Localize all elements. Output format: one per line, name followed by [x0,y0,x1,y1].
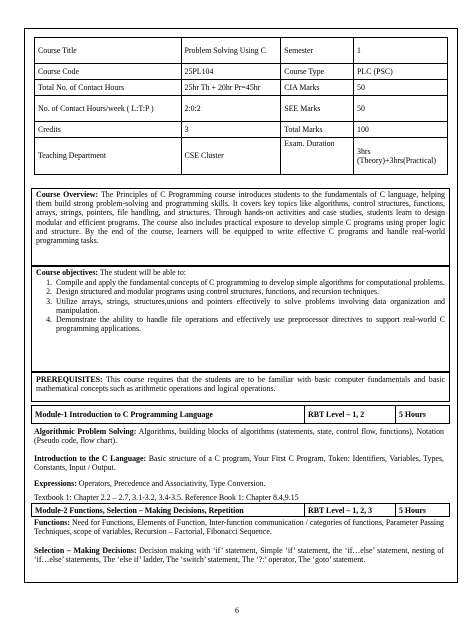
semester-value: 1 [354,38,448,64]
course-code-value: 25PL104 [181,64,281,80]
module-1-rbt: RBT Level – 1, 2 [305,406,396,424]
objectives-intro: The student will be able to: [98,268,186,277]
course-title-label: Course Title [35,38,182,64]
table-row [35,138,448,175]
table-row [35,96,448,122]
section-label: Selection – Making Decisions: [34,546,137,555]
list-item: 2. Design structured and modular programs using control structures, functions, and recursion techniques. [54,287,445,296]
course-code-label: Course Code [35,64,182,80]
objectives-label: Course objectives: [36,268,99,277]
see-marks-label: SEE Marks [281,96,354,122]
contact-hours-label: Total No. of Contact Hours [35,80,182,96]
module-1-title: Module-1 Introduction to C Programming Language [32,406,305,424]
module-1-intro-to-c [34,454,444,472]
semester-label: Semester [281,38,354,64]
course-title-value: Problem Solving Using C [181,38,281,64]
course-overview-box [31,188,450,266]
section-text: Operators, Precedence and Associativity, Type Conversion. [76,479,266,488]
prerequisites-box [31,372,450,402]
section-label: Introduction to the C Language: [34,454,147,463]
module-2-selection [34,546,444,564]
table-row [35,122,448,138]
module-1-algorithmic-problem-solving [34,427,444,445]
overview-text: The Principles of C Programming course introduces students to the fundamentals of C language, helping them build strong problem-solving and programming skills. It covers key topics like algorithms, control structures, functions, arrays, strings, pointers, file handling, and structures. Through hands-on activities and case studies, students learn to design modular and efficient programs. The course also includes practical exposure to develop simple C programs using proper logic and structure. By the end of the course, learners will be equipped to write effective C programs and handle real-world programming tasks. [36,190,445,246]
course-type-label: Course Type [281,64,354,80]
section-label: Algorithmic Problem Solving: [34,427,137,436]
department-label: Teaching Department [35,138,182,175]
total-marks-label: Total Marks [281,122,354,138]
section-text: Need for Functions, Elements of Function, Inter-function communication / categories of functions, Parameter Passing Techniques, scope of variables, Recursion – Factorial, Fibonacci Sequence. [34,518,444,537]
section-text: Basic structure of a C program, Your First C Program, Token: Identifiers, Variables, Types, Constants, Input / Output. [34,454,444,473]
exam-duration-value: 3hrs (Theory)+3hrs(Practical) [354,138,448,175]
cia-marks-label: CIA Marks [281,80,354,96]
module-2-rbt: RBT Level – 1, 2, 3 [305,504,396,517]
module-1-header [31,405,450,424]
credits-value: 3 [181,122,281,138]
course-type-value: PLC (PSC) [354,64,448,80]
table-row [35,38,448,64]
course-info-table [34,37,448,175]
table-row [35,80,448,96]
section-label: Expressions: [34,479,77,488]
contact-hours-value: 25hr Th + 20hr Pr=45hr [181,80,281,96]
course-objectives-box [31,266,450,372]
list-item: 3. Utilize arrays, strings, structures,unions and pointers effectively to solve problems involving data organization and manipulation. [54,297,445,315]
credits-label: Credits [35,122,182,138]
module-2-hours: 5 Hours [396,504,450,517]
hours-per-week-value: 2:0:2 [181,96,281,122]
department-value: CSE Cluster [181,138,281,175]
module-2-header [31,503,450,517]
module-1-expressions [34,479,444,488]
section-text: Algorithms, building blocks of algorithms (statements, state, control flow, functions), Notation (Pseudo code, flow chart). [34,427,444,446]
page-number: 6 [235,606,239,615]
objectives-list [36,278,445,333]
list-item: 1. Compile and apply the fundamental concepts of C programming to develop simple algorithms for computational problems. [54,278,445,287]
module-2-functions [34,518,444,536]
cia-marks-value: 50 [354,80,448,96]
list-item: 4. Demonstrate the ability to handle file operations and effectively use preprocessor directives to support real-world C programming applications. [54,315,445,333]
overview-label: Course Overview: [36,190,99,199]
objectives-heading [36,268,445,277]
total-marks-value: 100 [354,122,448,138]
table-row [35,64,448,80]
section-label: Functions: [34,518,70,527]
see-marks-value: 50 [354,96,448,122]
module-1-textbook-reference: Textbook 1: Chapter 2.2 – 2.7, 3.1-3.2, 3.4-3.5. Reference Book 1: Chapter 8.4,9.15 [34,493,299,502]
prerequisites-label: PREREQUISITES: [36,375,103,384]
section-text: Decision making with ‘if’ statement, Simple ‘if’ statement, the ‘if…else’ statement, nesting of ‘if…else’ statements, The ‘else if’ ladder, The ‘switch’ statement, The ‘?:’ operator, The ‘goto’ statement. [34,546,444,565]
prerequisites-paragraph [36,375,445,393]
exam-duration-label: Exam. Duration [281,138,354,175]
hours-per-week-label: No. of Contact Hours/week ( L:T:P ) [35,96,182,122]
course-overview-paragraph [36,190,445,245]
module-1-hours: 5 Hours [396,406,450,424]
module-2-title: Module-2 Functions, Selection – Making Decisions, Repetition [32,504,305,517]
prerequisites-text: This course requires that the students are to be familiar with basic computer fundamentals and basic mathematical concepts such as arithmetic operations and logical operations. [36,375,445,394]
